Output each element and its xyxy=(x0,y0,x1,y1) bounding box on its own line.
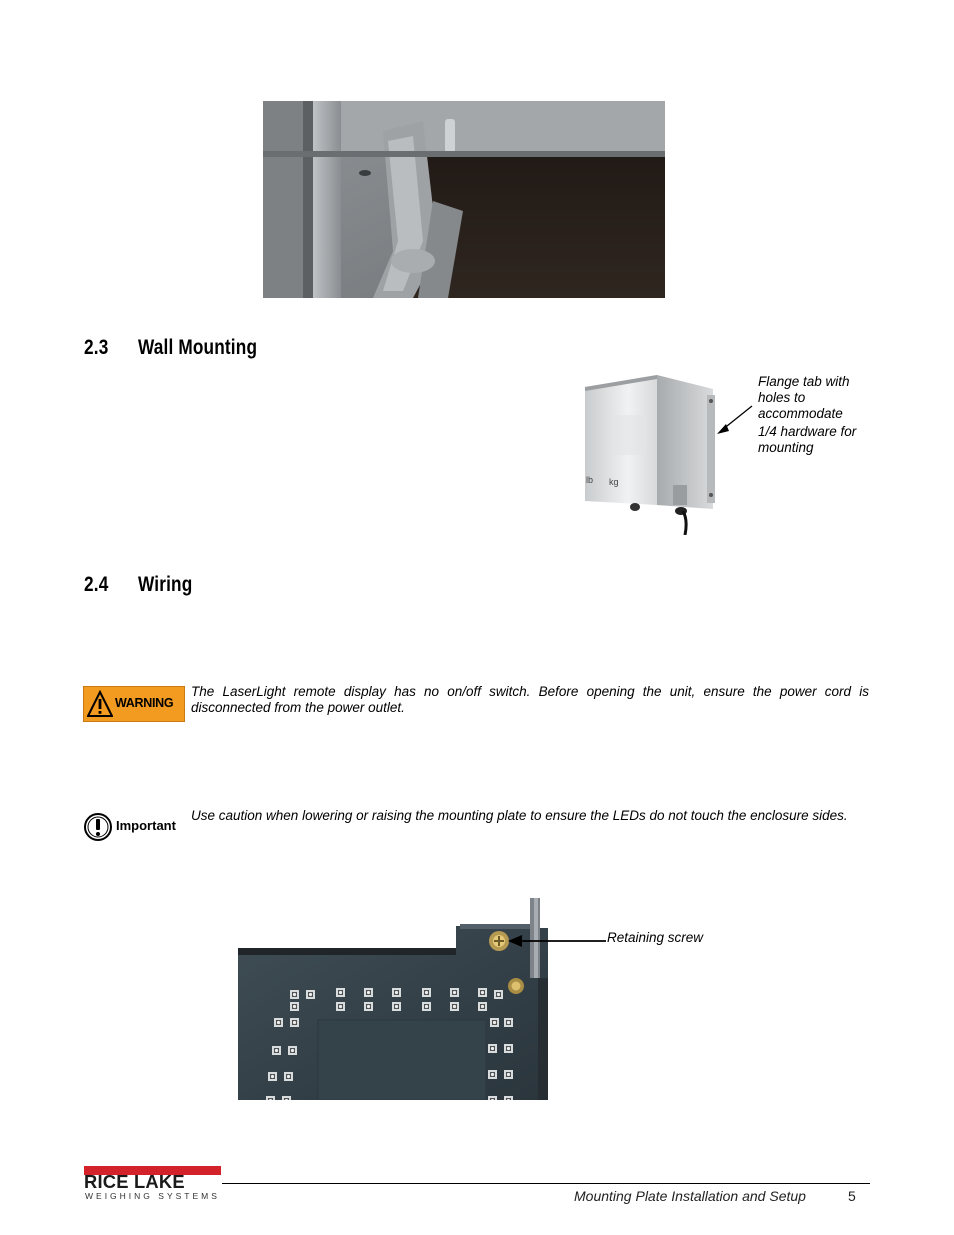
flange-callout-line: Flange tab with xyxy=(758,374,850,389)
logo-brand: RICE LAKE xyxy=(84,1172,185,1192)
flange-callout-line: 1/4 hardware for xyxy=(758,424,857,439)
section-number: 2.4 xyxy=(84,573,109,596)
rice-lake-logo xyxy=(84,1166,222,1202)
section-title: Wall Mounting xyxy=(137,336,258,359)
important-badge xyxy=(83,811,185,843)
warning-triangle-icon xyxy=(87,690,113,718)
logo-subtitle: WEIGHING SYSTEMS xyxy=(85,1191,220,1201)
section-title: Wiring xyxy=(137,573,193,596)
exclamation-circle-icon xyxy=(83,812,113,842)
flange-callout-line: holes to xyxy=(758,390,806,405)
warning-text: The LaserLight remote display has no on/off switch. Before opening the unit, ensure the power cord is disconnected from the power outlet. xyxy=(191,684,869,715)
footer-doc-title: Mounting Plate Installation and Setup xyxy=(574,1188,806,1204)
kg-label: kg xyxy=(609,477,619,487)
screw-callout: Retaining screw xyxy=(607,930,704,945)
section-heading-wiring xyxy=(84,573,192,597)
led-board-photo xyxy=(238,898,548,1100)
page-number: 5 xyxy=(848,1188,856,1204)
lb-label: lb xyxy=(586,475,594,485)
important-text: Use caution when lowering or raising the mounting plate to ensure the LEDs do not touch the enclosure sides. xyxy=(191,808,848,823)
flange-callout-line: accommodate xyxy=(758,406,843,421)
flange-callout-line: mounting xyxy=(758,440,814,455)
section-number: 2.3 xyxy=(84,336,109,359)
enclosure-photo xyxy=(585,375,721,535)
warning-badge xyxy=(83,686,185,722)
bracket-photo xyxy=(263,101,665,298)
section-heading-wall-mounting xyxy=(84,336,257,360)
footer-rule xyxy=(222,1183,870,1184)
important-label: Important xyxy=(116,818,176,833)
flange-callout-arrow xyxy=(712,400,758,440)
warning-label: WARNING xyxy=(115,696,174,710)
flange-callout xyxy=(758,374,878,456)
screw-callout-arrow xyxy=(506,932,608,950)
